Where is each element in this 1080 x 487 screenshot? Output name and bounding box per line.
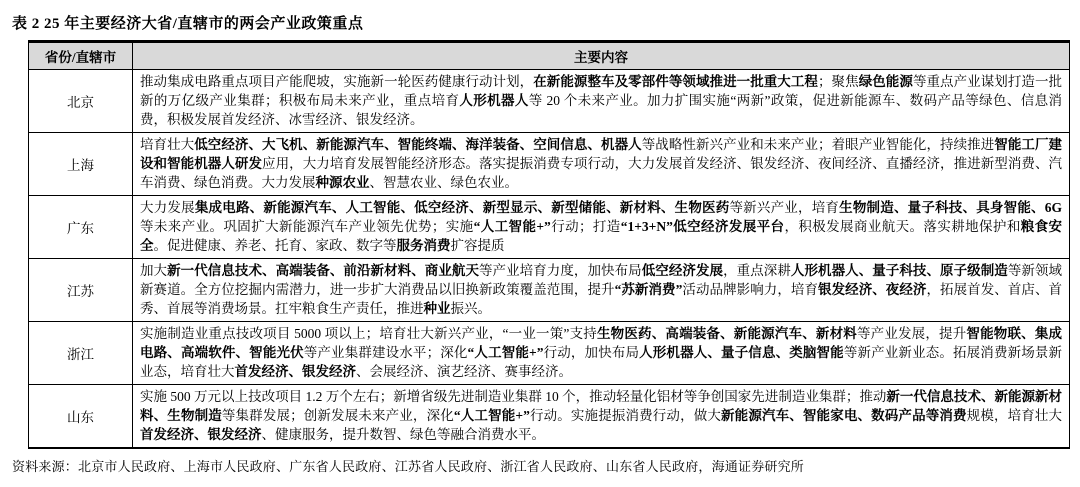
content-cell <box>133 70 1070 133</box>
content-segment-bold: “1+3+N”低空经济发展平台 <box>620 219 785 234</box>
content-segment-bold: 新一代信息技术、高端装备、前沿新材料、商业航天 <box>167 263 479 278</box>
content-segment-bold: 绿色能源 <box>858 74 913 89</box>
content-segment: 行动。实施提振消费行动，做大 <box>529 408 722 423</box>
content-segment: 行动；打造 <box>550 219 621 234</box>
content-segment-bold: 首发经济、银发经济 <box>140 427 262 442</box>
content-segment: 振兴。 <box>450 301 491 316</box>
content-segment: ；聚焦 <box>818 74 859 89</box>
content-segment-bold: 智能工厂建设和智能机器人研发 <box>140 137 1063 171</box>
content-segment-bold: 银发经济、夜经济 <box>818 282 927 297</box>
province-cell: 上海 <box>29 133 133 196</box>
content-segment: 等战略性新兴产业和未来产业；着眼产业智能化，持续推进 <box>641 137 995 152</box>
province-cell: 山东 <box>29 385 133 449</box>
content-segment-bold: 智能物联、集成电路、高端软件、智能光伏 <box>140 326 1063 360</box>
table-body <box>29 70 1070 449</box>
table-row <box>29 385 1070 449</box>
content-segment-bold: “人工智能+” <box>467 345 544 360</box>
content-segment: 等重点产业谋划打造一批新的万亿级产业集群；积极布局未来产业，重点培育 <box>140 74 1063 108</box>
table-row <box>29 196 1070 259</box>
table-title: 表 2 25 年主要经济大省/直辖市的两会产业政策重点 <box>12 16 364 32</box>
content-segment-bold: 生物医药、高端装备、新能源汽车、新材料 <box>596 326 857 341</box>
content-cell <box>133 196 1070 259</box>
table-row <box>29 133 1070 196</box>
content-segment-bold: “人工智能+” <box>453 408 530 423</box>
content-segment: 等新产业新业态。拓展消费新场景新业态，培育壮大 <box>140 345 1063 379</box>
content-segment-bold: “苏新消费” <box>614 282 683 297</box>
table-row <box>29 259 1070 322</box>
policy-table <box>28 40 1070 449</box>
content-segment: 、会展经济、演艺经济、赛事经济。 <box>356 364 572 379</box>
content-segment-bold: 新一代信息技术、新能源新材料、生物制造 <box>140 389 1063 423</box>
content-segment: ，积极发展商业航天。落实耕地保护和 <box>784 219 1021 234</box>
content-segment: ，重点深耕 <box>723 263 791 278</box>
content-segment: 规模，培育壮大 <box>966 408 1063 423</box>
content-segment: 。促进健康、养老、托育、家政、数字等 <box>153 238 397 253</box>
content-segment: 推动集成电路重点项目产能爬坡，实施新一轮医药健康行动计划， <box>140 74 534 89</box>
table-row <box>29 322 1070 385</box>
table-header-row <box>29 42 1070 70</box>
content-segment-bold: 人形机器人、量子信息、类脑智能 <box>639 345 844 360</box>
header-content: 主要内容 <box>133 42 1070 70</box>
content-cell <box>133 322 1070 385</box>
content-segment-bold: 首发经济、银发经济 <box>234 364 356 379</box>
content-segment: 、健康服务，提升数智、绿色等融合消费水平。 <box>261 427 545 442</box>
content-segment: 扩容提质 <box>450 238 505 253</box>
province-cell: 广东 <box>29 196 133 259</box>
content-segment-bold: 人形机器人、量子科技、原子级制造 <box>790 263 1008 278</box>
content-segment-bold: 服务消费 <box>396 238 451 253</box>
content-segment: 等产业发展，提升 <box>856 326 967 341</box>
province-cell: 江苏 <box>29 259 133 322</box>
content-segment-bold: 种业 <box>423 301 451 316</box>
content-cell <box>133 133 1070 196</box>
content-segment: 行动，加快布局 <box>543 345 640 360</box>
source-note: 资料来源：北京市人民政府、上海市人民政府、广东省人民政府、江苏省人民政府、浙江省人民政府、山东省人民政府，海通证券研究所 <box>12 459 805 474</box>
table-row <box>29 70 1070 133</box>
content-segment-bold: 新能源汽车、智能家电、数码产品等消费 <box>721 408 967 423</box>
province-cell: 浙江 <box>29 322 133 385</box>
content-segment: 实施制造业重点技改项目 5000 项以上；培育壮大新兴产业，“一业一策”支持 <box>140 326 597 341</box>
content-segment: 等产业培育力度，加快布局 <box>479 263 642 278</box>
content-segment: 应用，大力培育发展智能经济形态。落实提振消费专项行动，大力发展首发经济、银发经济、夜间经济、直播经济，推进新型消费、汽车消费、绿色消费。大力发展 <box>140 156 1063 190</box>
content-segment: 大力发展 <box>140 200 195 215</box>
content-segment-bold: 种源农业 <box>315 175 370 190</box>
content-segment-bold: 粮食安全 <box>140 219 1063 253</box>
content-segment: 加大 <box>140 263 168 278</box>
content-segment-bold: 生物制造、量子科技、具身智能、6G <box>839 200 1063 215</box>
content-segment-bold: 人形机器人 <box>459 93 529 108</box>
content-segment: 等新兴产业，培育 <box>729 200 840 215</box>
content-segment: 等产业集群建设水平；深化 <box>303 345 468 360</box>
content-cell <box>133 385 1070 449</box>
content-cell <box>133 259 1070 322</box>
content-segment-bold: 低空经济、大飞机、新能源汽车、智能终端、海洋装备、空间信息、机器人 <box>194 137 642 152</box>
content-segment: 培育壮大 <box>140 137 195 152</box>
content-segment-bold: 在新能源整车及零部件等领域推进一批重大工程 <box>533 74 818 89</box>
province-cell: 北京 <box>29 70 133 133</box>
content-segment: 活动品牌影响力，培育 <box>682 282 819 297</box>
content-segment: 实施 500 万元以上技改项目 1.2 万个左右；新增省级先进制造业集群 10 个，推动轻量化铝材等争创国家先进制造业集群；推动 <box>140 389 887 404</box>
content-segment: ，拓展首发、首店、首秀、首展等消费场景。扛牢粮食生产责任，推进 <box>140 282 1063 316</box>
content-segment: 等未来产业。巩固扩大新能源汽车产业领先优势；实施 <box>140 219 474 234</box>
content-segment-bold: 集成电路、新能源汽车、人工智能、低空经济、新型显示、新型储能、新材料、生物医药 <box>194 200 730 215</box>
content-segment: 等 20 个未来产业。加力扩围实施“两新”政策，促进新能源车、数码产品等绿色、信息消费，积极发展首发经济、冰雪经济、银发经济。 <box>140 93 1063 127</box>
content-segment: 等新领域新赛道。全方位挖掘内需潜力，进一步扩大消费品以旧换新政策覆盖范围，提升 <box>140 263 1063 297</box>
content-segment: 等集群发展；创新发展未来产业，深化 <box>221 408 454 423</box>
header-province: 省份/直辖市 <box>29 42 133 70</box>
content-segment: 、智慧农业、绿色农业。 <box>369 175 518 190</box>
content-segment-bold: 低空经济发展 <box>641 263 724 278</box>
content-segment-bold: “人工智能+” <box>473 219 551 234</box>
